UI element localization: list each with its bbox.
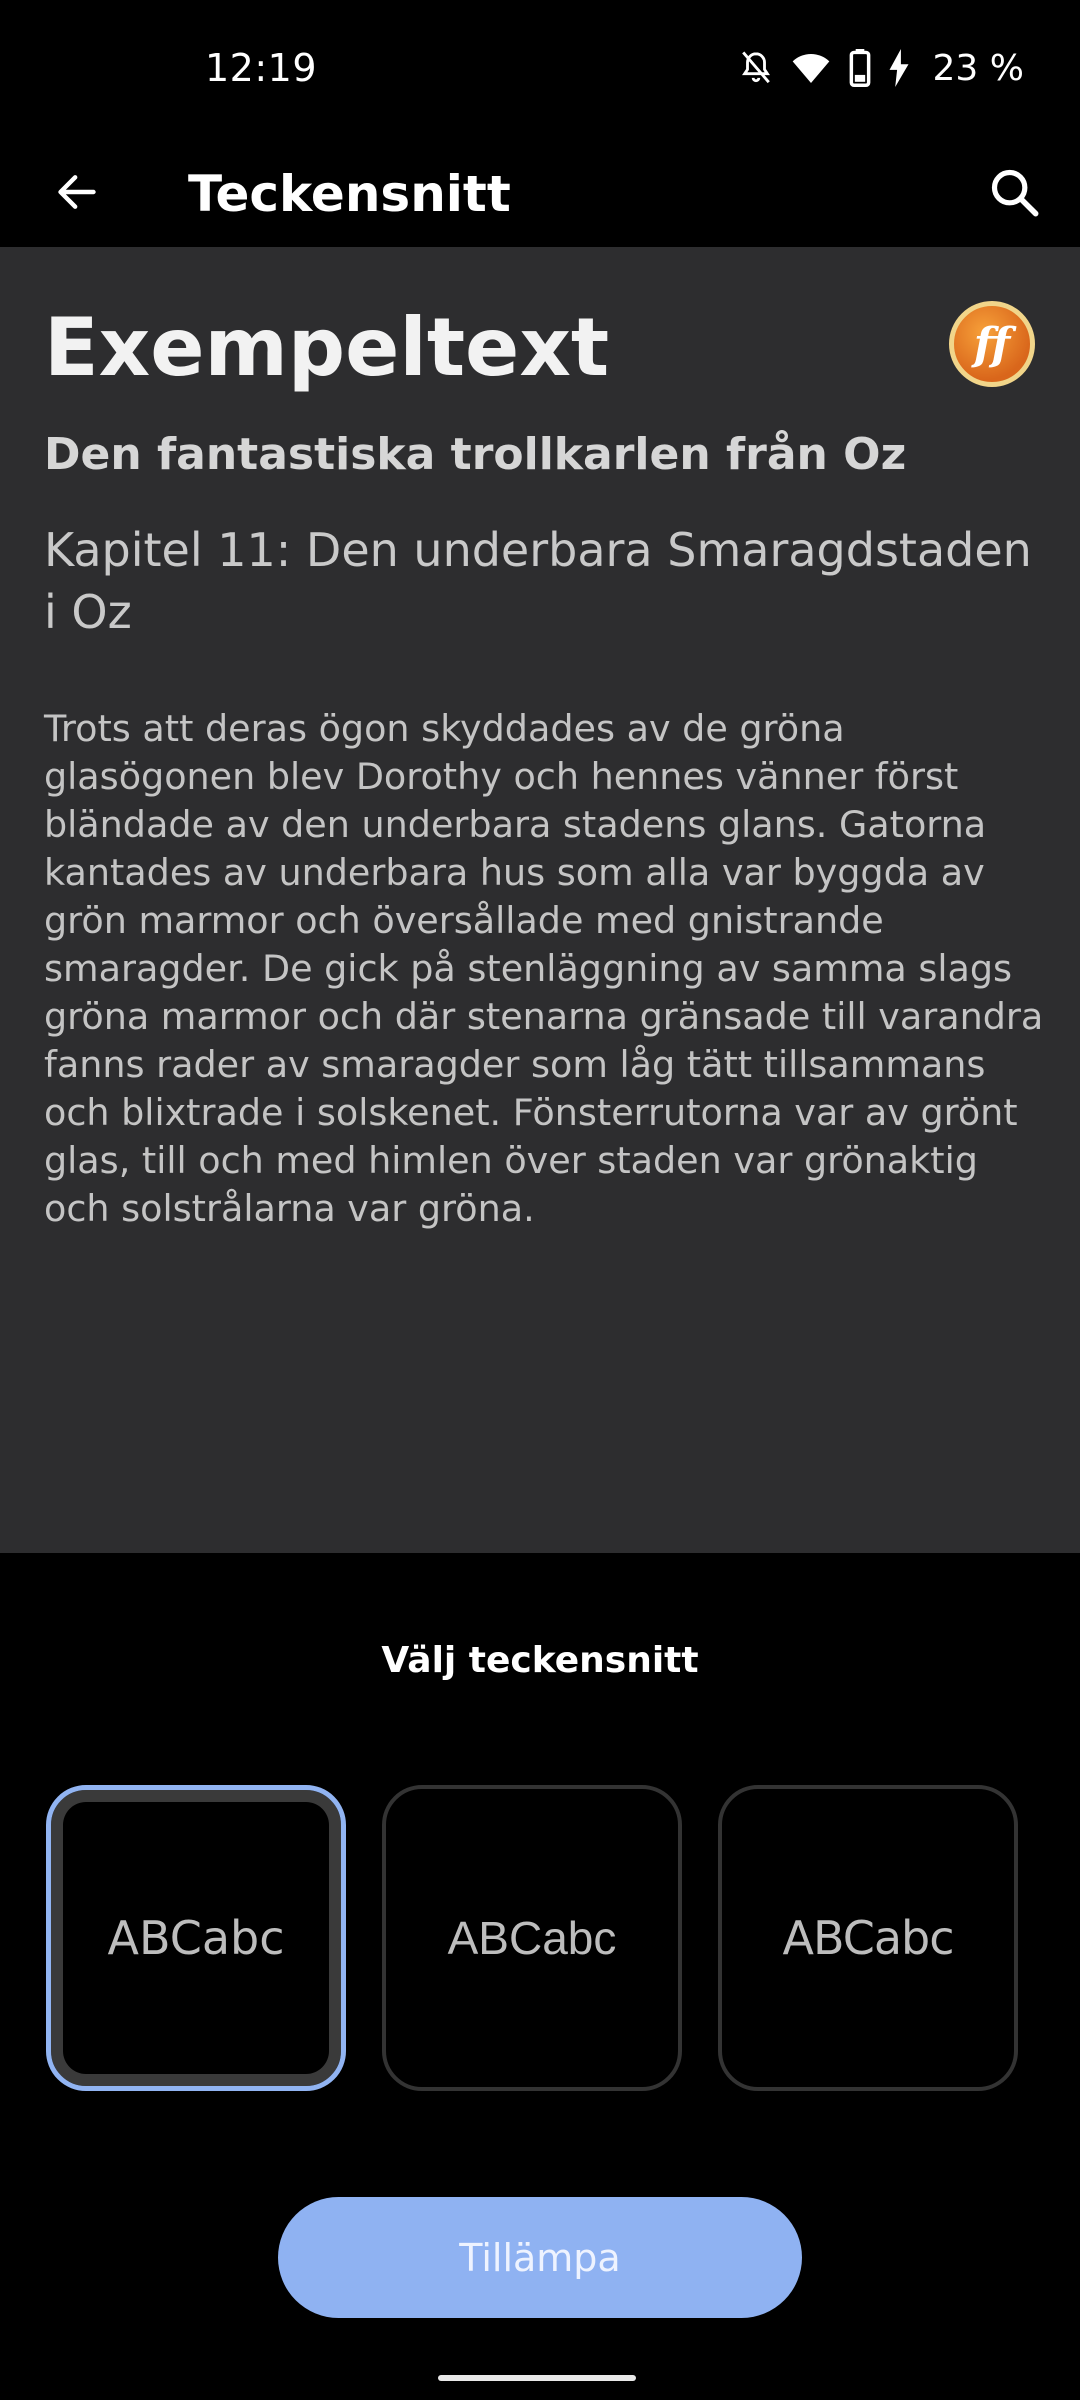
font-option-sample: ABCabc	[107, 1911, 285, 1965]
search-button[interactable]	[974, 154, 1054, 234]
search-icon	[988, 166, 1040, 222]
font-option-1[interactable]	[46, 1785, 346, 2091]
font-option-3[interactable]	[718, 1785, 1018, 2091]
ff-logo-icon: ff	[949, 301, 1035, 387]
status-bar	[0, 0, 1080, 140]
font-option-2[interactable]	[382, 1785, 682, 2091]
back-button[interactable]	[36, 158, 118, 230]
app-bar	[0, 140, 1080, 247]
preview-heading: Exempeltext	[44, 301, 610, 394]
page-title: Teckensnitt	[188, 165, 511, 223]
font-option-sample: ABCabc	[447, 1912, 617, 1964]
status-time: 12:19	[205, 46, 318, 90]
wifi-icon	[791, 50, 831, 86]
apply-button[interactable]: Tillämpa	[278, 2197, 802, 2318]
gesture-nav-handle[interactable]	[438, 2375, 636, 2381]
preview-body-text: Trots att deras ögon skyddades av de gröna glasögonen blev Dorothy och hennes vänner först bländade av den underbara stadens glans. Gatorna kantades av underbara hus som alla var byggda av grön marmor och översållade med gnistrande smaragder. De gick på stenläggning av samma slags gröna marmor och där stenarna gränsade till varandra fanns rader av smaragder som låg tätt tillsammans och blixtrade i solskenet. Fönsterrutorna var av grönt glas, till och med himlen över staden var grönaktig och solstrålarna var gröna.	[44, 707, 1044, 1230]
battery-percent: 23 %	[932, 47, 1024, 89]
bell-muted-icon	[739, 49, 773, 87]
charging-icon	[889, 49, 909, 87]
preview-chapter: Kapitel 11: Den underbara Smaragdstaden i Oz	[44, 523, 1032, 639]
preview-subtitle: Den fantastiska trollkarlen från Oz	[44, 429, 907, 480]
font-preview-panel	[0, 247, 1080, 1553]
font-picker-title: Välj teckensnitt	[381, 1640, 699, 1681]
battery-icon	[849, 49, 871, 87]
arrow-left-icon	[52, 170, 102, 218]
font-option-sample: ABCabc	[782, 1911, 954, 1965]
status-icons	[739, 44, 1024, 92]
